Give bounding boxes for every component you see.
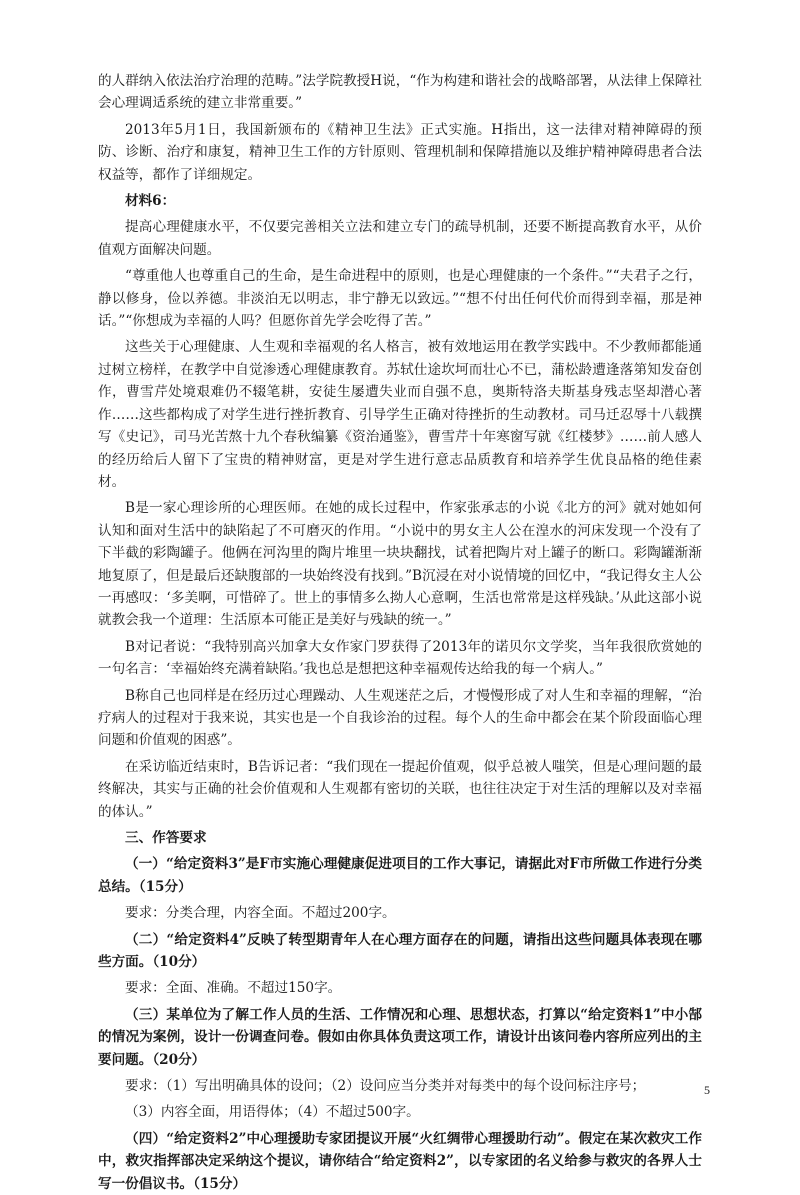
- paragraph: 的人群纳入依法治疗治理的范畴。”法学院教授H说，“作为构建和谐社会的战略部署，从法律上保障社会心理调适系统的建立非常重要。”: [98, 73, 702, 112]
- paragraph: B是一家心理诊所的心理医师。在她的成长过程中，作家张承志的小说《北方的河》就对她如何认知和面对生活中的缺陷起了不可磨灭的作用。“小说中的男女主人公在湟水的河床发现一个没有了下半截的彩陶罐子。他俩在河沟里的陶片堆里一块块翻找，试着把陶片对上罐子的断口。彩陶罐渐渐地复原了，但是最后还缺腹部的一块始终没有找到。”B沉浸在对小说情境的回忆中，“我记得女主人公一再感叹：‘多美啊，可惜碎了。世上的事情多么拗人心意啊，生活也常常是这样残缺。’从此这部小说就教会我一个道理：生活原本可能正是美好与残缺的统一。”: [98, 500, 702, 629]
- bold-paragraph: （三）某单位为了解工作人员的生活、工作情况和心理、思想状态，打算以“给定资料1”中小郜的情况为案例，设计一份调查问卷。假如由你具体负责这项工作，请设计出该问卷内容所应列出的主要问题。（20分）: [98, 1006, 702, 1068]
- paragraph: 要求：（1）写出明确具体的设问；（2）设问应当分类并对每类中的每个设问标注序号；: [125, 1078, 646, 1095]
- paragraph: 2013年5月1日，我国新颁布的《精神卫生法》正式实施。H指出，这一法律对精神障碍的预防、诊断、治疗和康复，精神卫生工作的方针原则、管理机制和保障措施以及维护精神障碍患者合法权益等，都作了详细规定。: [98, 121, 702, 183]
- paragraph: 在采访临近结束时，B告诉记者：“我们现在一提起价值观，似乎总被人嗤笑，但是心理问题的最终解决，其实与正确的社会价值观和人生观都有密切的关联，也往往决定于对生活的理解以及对幸福的体认。”: [98, 758, 702, 820]
- bold-paragraph: 三、作答要求: [125, 830, 207, 846]
- paragraph: “尊重他人也尊重自己的生命，是生命进程中的原则，也是心理健康的一个条件。”“夫君子之行，静以修身，俭以养德。非淡泊无以明志，非宁静无以致远。”“想不付出任何代价而得到幸福，那是神话。”“你想成为幸福的人吗？但愿你首先学会吃得了苦。”: [98, 268, 702, 330]
- page-number: 5: [704, 1083, 710, 1097]
- page-content: [98, 70, 702, 1195]
- paragraph: 要求：分类合理，内容全面。不超过200字。: [125, 905, 396, 922]
- paragraph: （3）内容全面，用语得体；（4）不超过500字。: [125, 1104, 420, 1121]
- paragraph: 提高心理健康水平，不仅要完善相关立法和建立专门的疏导机制，还要不断提高教育水平，从价值观方面解决问题。: [98, 219, 702, 258]
- paragraph: B对记者说：“我特别高兴加拿大女作家门罗获得了2013年的诺贝尔文学奖，当年我很欣赏她的一句名言：‘幸福始终充满着缺陷。’我也总是想把这种幸福观传达给我的每一个病人。”: [98, 638, 702, 678]
- bold-paragraph: （四）“给定资料2”中心理援助专家团提议开展“火红绸带心理援助行动”。假定在某次救灾工作中，救灾指挥部决定采纳这个提议，请你结合“给定资料2”，以专家团的名义给参与救灾的各界人士写一份倡议书。（15分）: [98, 1130, 702, 1192]
- paragraph: 这些关于心理健康、人生观和幸福观的名人格言，被有效地运用在教学实践中。不少教师都能通过树立榜样，在教学中自觉渗透心理健康教育。苏轼仕途坎坷而壮心不已，蒲松龄遭逢落第知发奋创作，曹雪芹处境艰难仍不辍笔耕，安徒生屡遭失业而自强不息，奥斯特洛夫斯基身残志坚却潜心著作……这些都构成了对学生进行挫折教育、引导学生正确对待挫折的生动教材。司马迁忍辱十八载撰写《史记》，司马光苦熬十九个春秋编纂《资治通鉴》，曹雪芹十年寒窗写就《红楼梦》……前人感人的经历给后人留下了宝贵的精神财富，更是对学生进行意志品质教育和培养学生优良品格的绝佳素材。: [98, 339, 702, 490]
- bold-paragraph: 材料6：: [125, 193, 176, 210]
- bold-paragraph: （一）“给定资料3”是F市实施心理健康促进项目的工作大事记，请据此对F市所做工作进行分类总结。（15分）: [98, 856, 702, 895]
- paragraph: B称自己也同样是在经历过心理躁动、人生观迷茫之后，才慢慢形成了对人生和幸福的理解，“治疗病人的过程对于我来说，其实也是一个自我诊治的过程。每个人的生命中都会在某个阶段面临心理问题和价值观的困惑”。: [98, 687, 702, 749]
- bold-paragraph: （二）“给定资料4”反映了转型期青年人在心理方面存在的问题，请指出这些问题具体表现在哪些方面。（10分）: [98, 931, 702, 971]
- paragraph: 要求：全面、准确。不超过150字。: [125, 980, 342, 997]
